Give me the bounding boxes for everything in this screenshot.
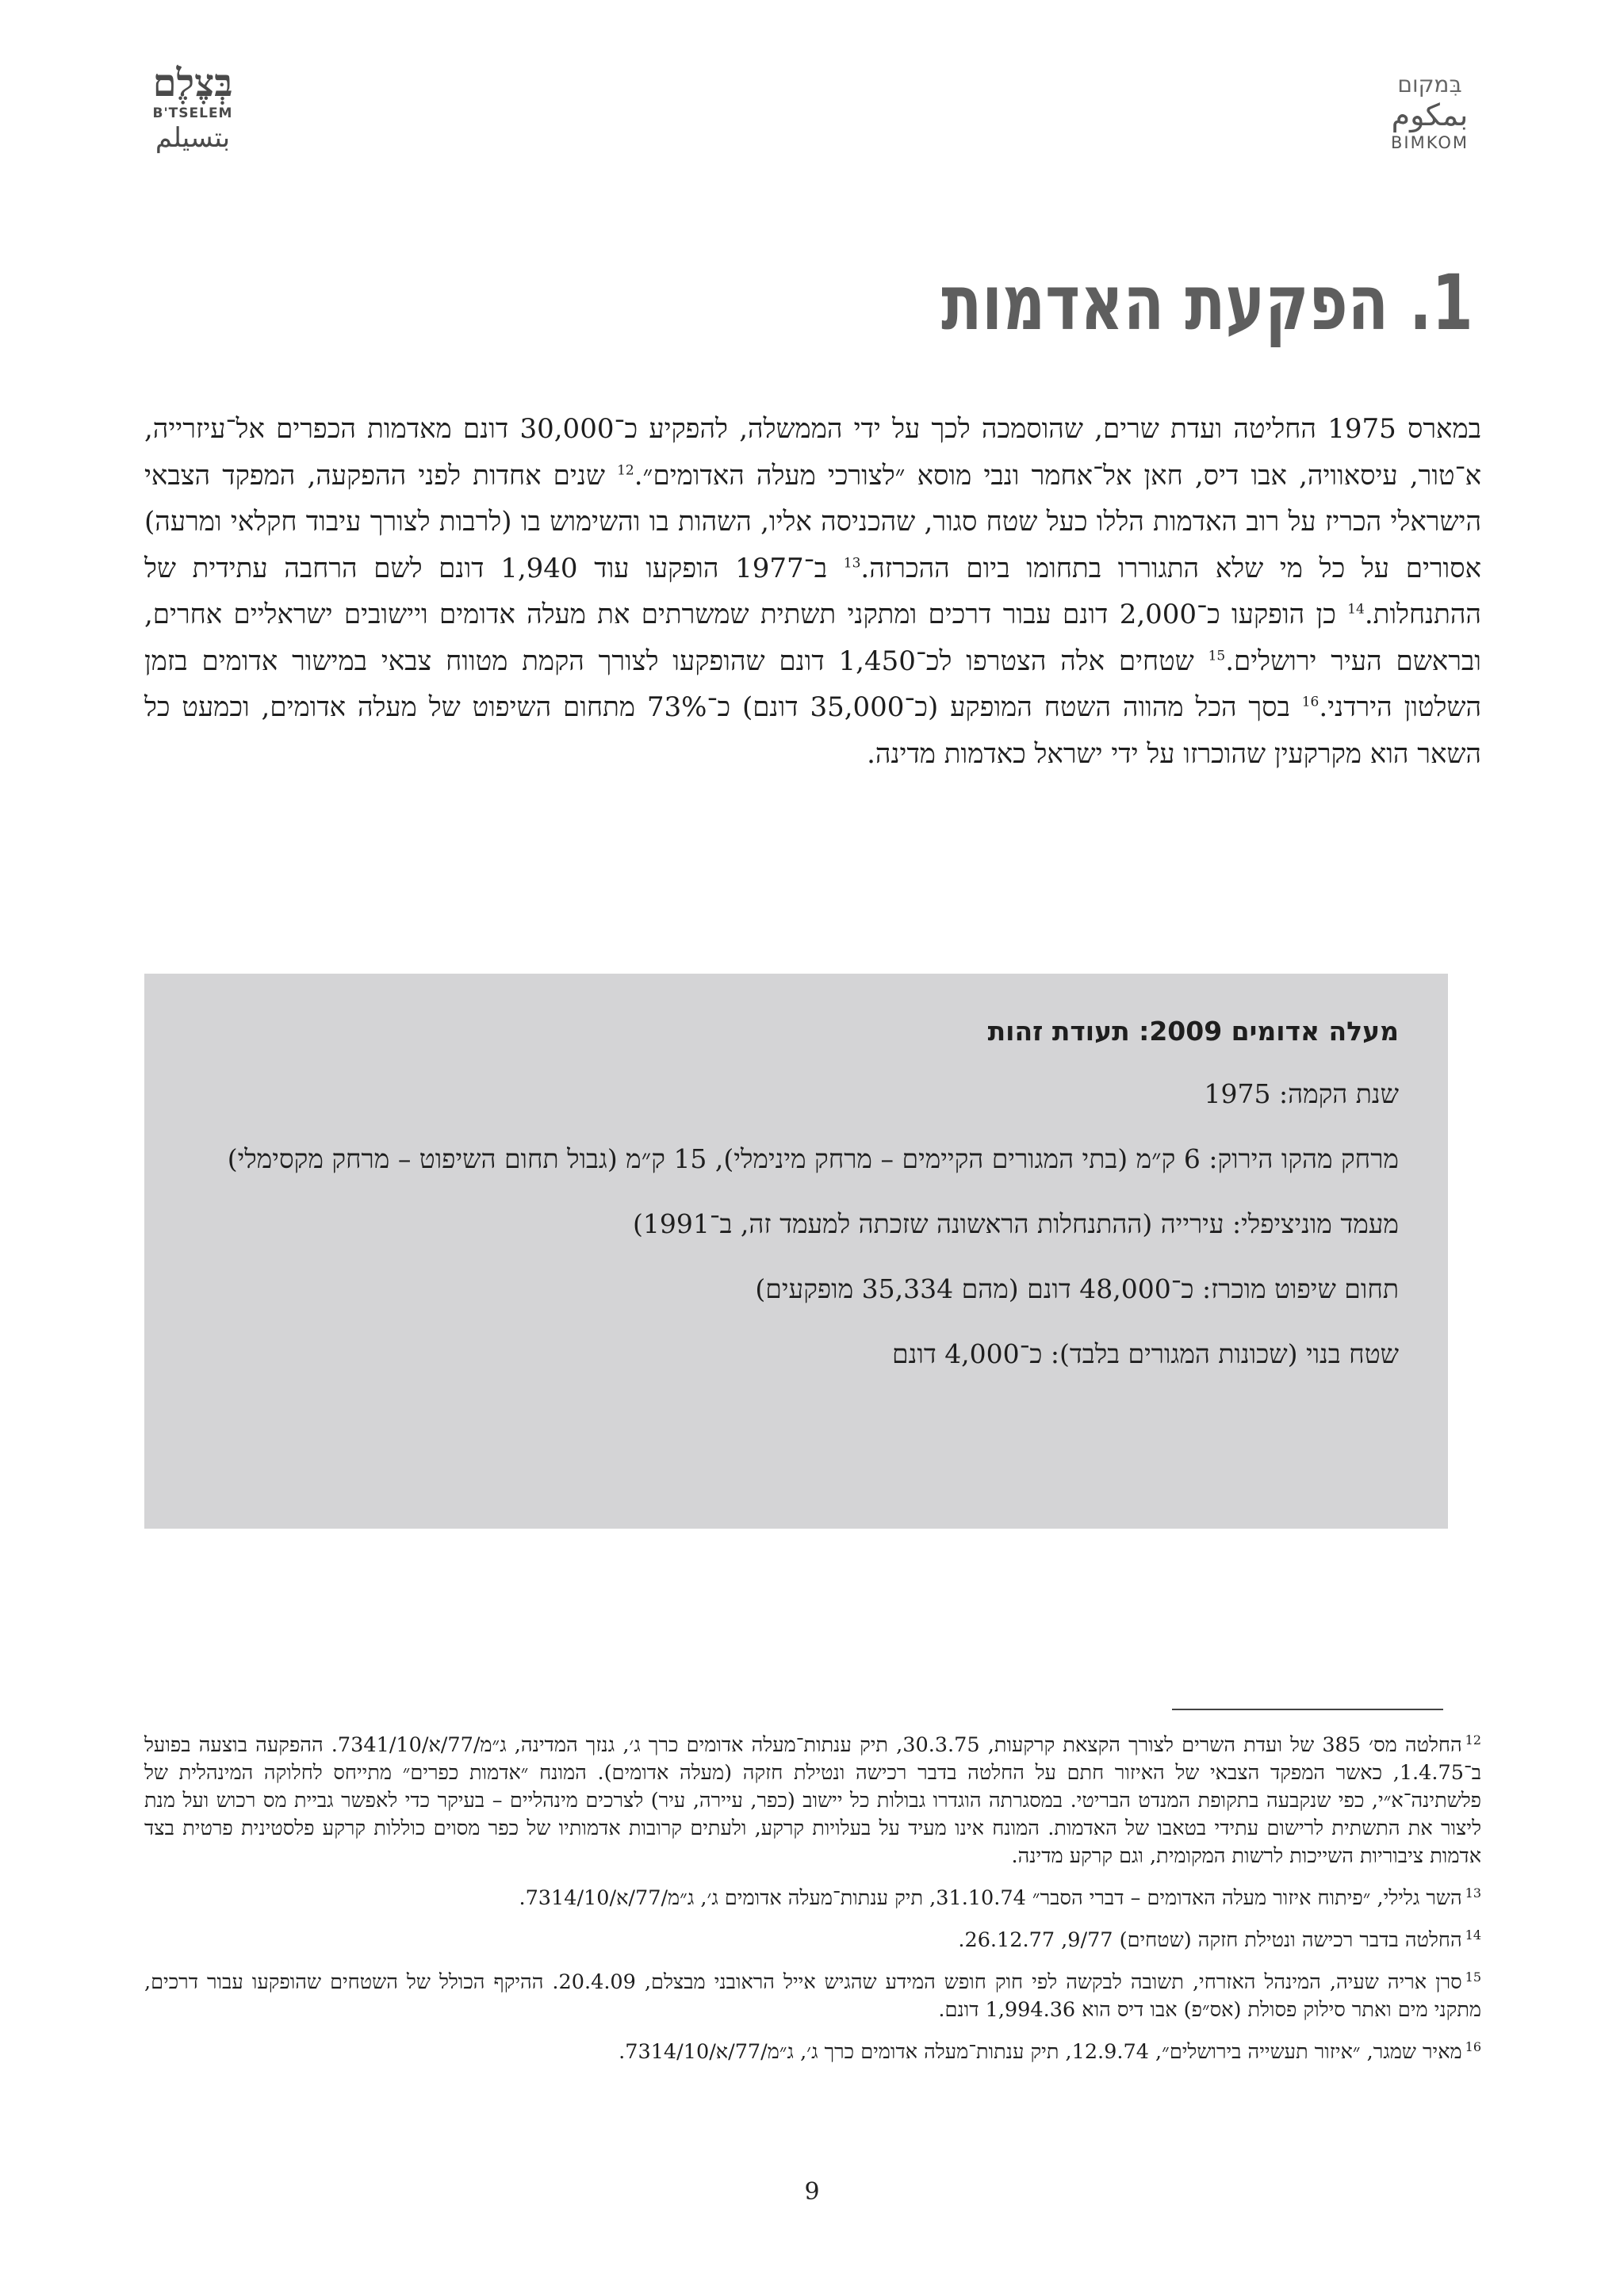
footnote-number: 14 xyxy=(1465,1927,1481,1943)
body-sentence: ב־1977 הופקעו עוד 1,940 דונם לשם הרחבה עתידית של ההתנחלות. xyxy=(144,552,1481,630)
footnote xyxy=(144,1927,1481,1954)
footnote xyxy=(144,1885,1481,1912)
id-card-item: מעמד מוניציפלי: עירייה (ההתנחלות הראשונה שזכתה למעמד זה, ב־1991) xyxy=(633,1208,1399,1239)
btselem-logo-latin: B'TSELEM xyxy=(152,105,233,121)
footnote-text: השר גלילי, ״פיתוח איזור מעלה האדומים – דברי הסבר״ 31.10.74, תיק ענתות־מעלה אדומים ג׳, ג״מ/77/א/7314/10. xyxy=(519,1886,1462,1910)
body-sentence: כן הופקעו כ־2,000 דונם עבור דרכים ומתקני תשתית שמשרתים את מעלה אדומים ויישובים ישראליים אחרים, ובראשם העיר ירושלים. xyxy=(144,599,1481,677)
btselem-logo-arabic: بتسيلم xyxy=(155,122,231,154)
bimkom-logo-latin: BIMKOM xyxy=(1391,133,1469,152)
footnote-ref-13[interactable]: 13 xyxy=(843,555,861,572)
footnote-text: החלטה מס׳ 385 של ועדת השרים לצורך הקצאת קרקעות, 30.3.75, תיק ענתות־מעלה אדומים כרך ג׳, גנזך המדינה, ג״מ/77/א/7341/10. ההפקעה בוצעה בפועל ב־1.4.75, כאשר המפקד הצבאי של האיזור חתם על החלטה בדבר רכישה ונטילת חזקה (מעלה אדומים). המונח ״אדמות כפרים״ מתייחס לחלוקה המינהלית של פלשתינה־א״י, כפי שנקבעה בתקופת המנדט הבריטי. במסגרתה הוגדרו גבולות כל יישוב (כפר, עיירה, עיר) לצרכים מינהליים – בעיקר כדי לאפשר גביית מס רכוש ועל מנת ליצור את התשתית לרישום עתידי בטאבו של האדמות. המונח אינו מעיד על בעלויות קרקע, ולעתים קרובות אדמותיו של כפר מסוים כוללות קרקע פלסטינית פרטית בצד אדמות ציבוריות השייכות לרשות המקומית, וגם קרקע מדינה. xyxy=(144,1733,1481,1868)
body-sentence: במארס 1975 החליטה ועדת שרים, שהוסמכה לכך על ידי הממשלה, להפקיע כ־30,000 דונם מאדמות הכפרים אל־עיזרייה, א־טור, עיסאוויה, אבו דיס, חאן אל־אחמר ונבי מוסא ״לצורכי מעלה האדומים״. xyxy=(144,413,1481,492)
id-card-title: מעלה אדומים 2009: תעודת זהות xyxy=(987,1016,1399,1047)
footnote xyxy=(144,1969,1481,2024)
bimkom-logo xyxy=(1374,71,1485,154)
footnote-ref-12[interactable]: 12 xyxy=(617,462,634,479)
footnote-number: 12 xyxy=(1465,1732,1482,1748)
body-sentence: שנים אחדות לפני ההפקעה, המפקד הצבאי הישראלי הכריז על רוב האדמות הללו כעל שטח סגור, שהכניסה אליו, השהות בו והשימוש בו (לרבות לצורך עיבוד חקלאי ומרעה) אסורים על כל מי שלא התגוררו בתחומו ביום ההכרזה. xyxy=(144,459,1481,584)
btselem-logo xyxy=(141,62,244,154)
footnotes xyxy=(144,1732,1481,2081)
id-card-item: מרחק מהקו הירוק: 6 ק״מ (בתי המגורים הקיימים – מרחק מינימלי), 15 ק״מ (גבול תחום השיפוט – מרחק מקסימלי) xyxy=(227,1143,1399,1174)
id-card-item: שנת הקמה: 1975 xyxy=(1204,1078,1399,1109)
section-title: 1. הפקעת האדמות xyxy=(941,258,1473,347)
id-card-item: תחום שיפוט מוכרז: כ־48,000 דונם (מהם 35,334 מופקעים) xyxy=(755,1273,1399,1304)
footnote-number: 13 xyxy=(1465,1885,1481,1901)
footnote-ref-14[interactable]: 14 xyxy=(1347,601,1365,618)
bimkom-logo-arabic: بمكوم xyxy=(1391,98,1469,132)
footnote-ref-16[interactable]: 16 xyxy=(1301,694,1320,710)
footnote xyxy=(144,2038,1481,2066)
footnote-number: 15 xyxy=(1465,1969,1481,1985)
id-card-item: שטח בנוי (שכונות המגורים בלבד): כ־4,000 דונם xyxy=(892,1338,1399,1369)
bimkom-logo-hebrew: בִּמקום xyxy=(1397,71,1462,98)
body-paragraph xyxy=(144,406,1481,777)
footnote xyxy=(144,1732,1481,1870)
body-sentence: שטחים אלה הצטרפו לכ־1,450 דונם שהופקעו לצורך הקמת מטווח צבאי במישור אדומים בזמן השלטון הירדני. xyxy=(144,645,1481,723)
body-sentence: בסך הכל מהווה השטח המופקע (כ־35,000 דונם) כ־73% מתחום השיפוט של מעלה אדומים, וכמעט כל השאר הוא מקרקעין שהוכרזו על ידי ישראל כאדמות מדינה. xyxy=(144,691,1481,770)
footnote-text: סרן אריה שעיה, המינהל האזרחי, תשובה לבקשה לפי חוק חופש המידע שהגיש אייל הראובני מבצלם, 20.4.09. ההיקף הכולל של השטחים שהופקעו עבור דרכים, מתקני מים ואתר סילוק פסולת (אס״פ) אבו דיס הוא 1,994.36 דונם. xyxy=(144,1970,1481,2022)
footnote-number: 16 xyxy=(1465,2038,1481,2054)
btselem-logo-hebrew: בְּצֶלֶם xyxy=(152,61,233,105)
footnote-divider xyxy=(1172,1709,1443,1710)
id-card-box xyxy=(144,974,1448,1529)
page-number: 9 xyxy=(804,2178,820,2206)
footnote-text: החלטה בדבר רכישה ונטילת חזקה (שטחים) 9/77, 26.12.77. xyxy=(958,1928,1462,1952)
footnote-text: מאיר שמגר, ״איזור תעשייה בירושלים״, 12.9.74, תיק ענתות־מעלה אדומים כרך ג׳, ג״מ/77/א/7314/10. xyxy=(619,2040,1462,2064)
footnote-ref-15[interactable]: 15 xyxy=(1208,648,1226,664)
